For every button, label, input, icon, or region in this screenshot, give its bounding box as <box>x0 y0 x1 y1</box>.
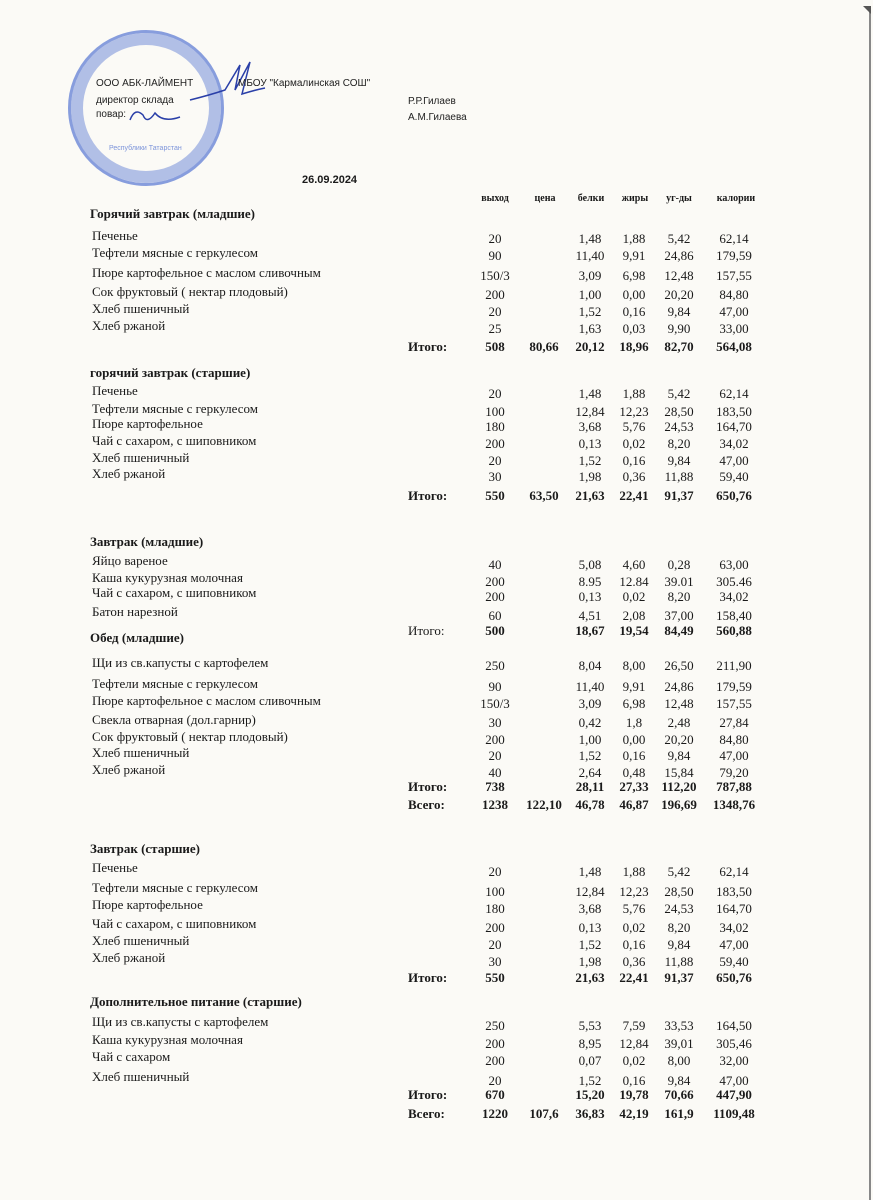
kcal-value: 164,50 <box>716 1018 752 1033</box>
fat-value: 0,02 <box>622 436 646 451</box>
portion-value: 200 <box>485 287 505 302</box>
fat-value: 0,16 <box>622 453 646 468</box>
portion-value: 20 <box>488 231 502 246</box>
fat-value: 2,08 <box>622 608 646 623</box>
subtotal-protein: 21,63 <box>575 970 605 985</box>
protein-value: 8,04 <box>578 658 602 673</box>
kcal-value: 47,00 <box>719 1073 749 1088</box>
menu-item-name: Тефтели мясные с геркулесом <box>92 880 258 895</box>
menu-item-name: Тефтели мясные с геркулесом <box>92 676 258 691</box>
kcal-value: 34,02 <box>719 920 749 935</box>
subtotal-portion: 738 <box>485 779 505 794</box>
carbs-value: 24,53 <box>664 419 694 434</box>
carbs-value: 37,00 <box>664 608 694 623</box>
grand-total-label: Всего: <box>408 1106 445 1121</box>
subtotal-carbs: 82,70 <box>664 339 694 354</box>
protein-value: 11,40 <box>575 679 605 694</box>
kcal-value: 305.46 <box>716 574 752 589</box>
portion-value: 200 <box>485 589 505 604</box>
carbs-value: 5,42 <box>667 231 691 246</box>
menu-item-name: Пюре картофельное с маслом сливочным <box>92 265 321 280</box>
subtotal-price: 63,50 <box>529 488 559 503</box>
section-title: Дополнительное питание (старшие) <box>90 994 302 1009</box>
menu-item-name: Тефтели мясные с геркулесом <box>92 401 258 416</box>
protein-value: 1,98 <box>578 954 602 969</box>
carbs-value: 15,84 <box>664 765 694 780</box>
portion-value: 200 <box>485 1036 505 1051</box>
menu-item-name: Чай с сахаром, с шиповником <box>92 585 257 600</box>
protein-value: 1,63 <box>578 321 602 336</box>
fat-value: 0,48 <box>622 765 646 780</box>
carbs-value: 20,20 <box>664 732 694 747</box>
carbs-value: 9,84 <box>667 453 691 468</box>
section-title: Завтрак (младшие) <box>90 534 204 549</box>
subtotal-carbs: 91,37 <box>664 970 694 985</box>
subtotal-carbs: 84,49 <box>664 623 694 638</box>
kcal-value: 47,00 <box>719 748 749 763</box>
fat-value: 1,88 <box>622 864 646 879</box>
subtotal-fat: 22,41 <box>619 970 649 985</box>
subtotal-kcal: 650,76 <box>716 970 752 985</box>
protein-value: 1,98 <box>578 469 602 484</box>
menu-item-name: Свекла отварная (дол.гарнир) <box>92 712 256 727</box>
protein-value: 0,13 <box>578 920 602 935</box>
cook-role: повар: <box>96 109 127 120</box>
kcal-value: 183,50 <box>716 884 752 899</box>
protein-value: 5,08 <box>578 557 602 572</box>
carbs-value: 24,86 <box>664 679 694 694</box>
kcal-value: 157,55 <box>716 696 752 711</box>
protein-value: 0,13 <box>578 436 602 451</box>
fat-value: 0,02 <box>622 1053 646 1068</box>
fat-value: 5,76 <box>622 419 646 434</box>
carbs-value: 28,50 <box>664 404 694 419</box>
portion-value: 200 <box>485 1053 505 1068</box>
protein-value: 8,95 <box>578 1036 602 1051</box>
menu-item-name: Хлеб ржаной <box>92 762 166 777</box>
menu-item-name: Щи из св.капусты с картофелем <box>92 1014 269 1029</box>
menu-item-name: Сок фруктовый ( нектар плодовый) <box>92 284 288 299</box>
subtotal-label: Итого: <box>408 1087 448 1102</box>
subtotal-fat: 19,78 <box>619 1087 649 1102</box>
grand-total-label: Всего: <box>408 797 445 812</box>
cook-signature-icon <box>125 105 185 130</box>
kcal-value: 63,00 <box>719 557 749 572</box>
menu-item-name: Чай с сахаром, с шиповником <box>92 433 257 448</box>
menu-item-name: Хлеб пшеничный <box>92 1069 190 1084</box>
subtotal-portion: 550 <box>485 488 505 503</box>
menu-item-name: Батон нарезной <box>92 604 178 619</box>
protein-value: 1,52 <box>578 304 602 319</box>
kcal-value: 27,84 <box>719 715 749 730</box>
grand-total-portion: 1220 <box>482 1106 508 1121</box>
carbs-value: 28,50 <box>664 884 694 899</box>
fat-value: 1,8 <box>625 715 643 730</box>
kcal-value: 62,14 <box>719 231 749 246</box>
protein-value: 0,07 <box>578 1053 602 1068</box>
menu-item-name: Пюре картофельное <box>92 897 203 912</box>
menu-item-name: Печенье <box>92 860 138 875</box>
subtotal-portion: 508 <box>485 339 505 354</box>
fat-value: 0,16 <box>622 1073 646 1088</box>
menu-item-name: Тефтели мясные с геркулесом <box>92 245 258 260</box>
menu-item-name: Пюре картофельное с маслом сливочным <box>92 693 321 708</box>
carbs-value: 9,84 <box>667 304 691 319</box>
fat-value: 0,00 <box>622 732 646 747</box>
protein-value: 12,84 <box>575 404 605 419</box>
fat-value: 1,88 <box>622 231 646 246</box>
grand-total-protein: 46,78 <box>575 797 605 812</box>
subtotal-portion: 670 <box>485 1087 505 1102</box>
portion-value: 150/3 <box>480 268 510 283</box>
subtotal-carbs: 70,66 <box>664 1087 694 1102</box>
fat-value: 0,02 <box>622 920 646 935</box>
carbs-value: 24,53 <box>664 901 694 916</box>
protein-value: 3,09 <box>578 268 602 283</box>
portion-value: 40 <box>488 765 502 780</box>
fat-value: 0,03 <box>622 321 646 336</box>
subtotal-protein: 20,12 <box>575 339 605 354</box>
protein-value: 1,52 <box>578 937 602 952</box>
protein-value: 1,00 <box>578 732 602 747</box>
fat-value: 12.84 <box>619 574 649 589</box>
subtotal-kcal: 564,08 <box>716 339 752 354</box>
portion-value: 20 <box>488 304 502 319</box>
protein-value: 8.95 <box>578 574 602 589</box>
subtotal-portion: 550 <box>485 970 505 985</box>
kcal-value: 34,02 <box>719 436 749 451</box>
subtotal-protein: 15,20 <box>575 1087 605 1102</box>
kcal-value: 157,55 <box>716 268 752 283</box>
carbs-value: 0,28 <box>667 557 691 572</box>
subtotal-fat: 18,96 <box>619 339 649 354</box>
carbs-value: 26,50 <box>664 658 694 673</box>
fat-value: 0,16 <box>622 937 646 952</box>
grand-total-fat: 46,87 <box>619 797 649 812</box>
signer-director: Р.Р.Гилаев <box>408 96 456 107</box>
col-header-carbs: уг-ды <box>666 193 692 204</box>
carbs-value: 5,42 <box>667 386 691 401</box>
portion-value: 100 <box>485 884 505 899</box>
col-header-out: выход <box>481 193 509 204</box>
portion-value: 180 <box>485 901 505 916</box>
kcal-value: 164,70 <box>716 901 752 916</box>
carbs-value: 24,86 <box>664 248 694 263</box>
protein-value: 11,40 <box>575 248 605 263</box>
portion-value: 250 <box>485 658 505 673</box>
subtotal-kcal: 447,90 <box>716 1087 752 1102</box>
menu-item-name: Пюре картофельное <box>92 416 203 431</box>
carbs-value: 9,84 <box>667 1073 691 1088</box>
col-header-protein: белки <box>577 193 605 204</box>
portion-value: 40 <box>488 557 502 572</box>
subtotal-fat: 19,54 <box>619 623 649 638</box>
portion-value: 250 <box>485 1018 505 1033</box>
section-title: горячий завтрак (старшие) <box>90 365 251 380</box>
protein-value: 1,00 <box>578 287 602 302</box>
carbs-value: 11,88 <box>664 954 694 969</box>
grand-total-fat: 42,19 <box>619 1106 649 1121</box>
fat-value: 0,00 <box>622 287 646 302</box>
subtotal-protein: 18,67 <box>575 623 605 638</box>
menu-item-name: Печенье <box>92 228 138 243</box>
school-name: МБОУ "Кармалинская СОШ" <box>238 78 371 89</box>
kcal-value: 305,46 <box>716 1036 752 1051</box>
portion-value: 20 <box>488 386 502 401</box>
carbs-value: 20,20 <box>664 287 694 302</box>
protein-value: 3,09 <box>578 696 602 711</box>
supplier-role: директор склада <box>96 95 174 106</box>
portion-value: 150/3 <box>480 696 510 711</box>
menu-date: 26.09.2024 <box>302 174 358 186</box>
subtotal-kcal: 787,88 <box>716 779 752 794</box>
grand-total-portion: 1238 <box>482 797 508 812</box>
carbs-value: 12,48 <box>664 268 694 283</box>
page-corner-fold <box>863 6 871 14</box>
kcal-value: 59,40 <box>719 469 749 484</box>
grand-total-kcal: 1109,48 <box>713 1106 755 1121</box>
kcal-value: 183,50 <box>716 404 752 419</box>
grand-total-carbs: 196,69 <box>661 797 697 812</box>
subtotal-kcal: 650,76 <box>716 488 752 503</box>
portion-value: 20 <box>488 937 502 952</box>
kcal-value: 179,59 <box>716 679 752 694</box>
carbs-value: 11,88 <box>664 469 694 484</box>
fat-value: 0,36 <box>622 469 646 484</box>
kcal-value: 47,00 <box>719 453 749 468</box>
protein-value: 3,68 <box>578 419 602 434</box>
section-title: Обед (младшие) <box>90 630 184 645</box>
subtotal-kcal: 560,88 <box>716 623 752 638</box>
protein-value: 0,13 <box>578 589 602 604</box>
grand-total-price: 107,6 <box>529 1106 559 1121</box>
portion-value: 100 <box>485 404 505 419</box>
carbs-value: 9,84 <box>667 937 691 952</box>
kcal-value: 47,00 <box>719 937 749 952</box>
carbs-value: 33,53 <box>664 1018 694 1033</box>
fat-value: 1,88 <box>622 386 646 401</box>
fat-value: 9,91 <box>622 679 646 694</box>
subtotal-fat: 22,41 <box>619 488 649 503</box>
portion-value: 30 <box>488 715 502 730</box>
fat-value: 12,23 <box>619 404 649 419</box>
carbs-value: 8,00 <box>667 1053 691 1068</box>
fat-value: 0,36 <box>622 954 646 969</box>
kcal-value: 47,00 <box>719 304 749 319</box>
fat-value: 6,98 <box>622 696 646 711</box>
menu-item-name: Каша кукурузная молочная <box>92 1032 243 1047</box>
portion-value: 90 <box>488 248 502 263</box>
menu-item-name: Чай с сахаром <box>92 1049 171 1064</box>
portion-value: 200 <box>485 574 505 589</box>
portion-value: 30 <box>488 469 502 484</box>
menu-item-name: Хлеб ржаной <box>92 466 166 481</box>
subtotal-label: Итого: <box>408 488 448 503</box>
portion-value: 20 <box>488 1073 502 1088</box>
grand-total-price: 122,10 <box>526 797 562 812</box>
carbs-value: 5,42 <box>667 864 691 879</box>
fat-value: 12,84 <box>619 1036 649 1051</box>
kcal-value: 179,59 <box>716 248 752 263</box>
portion-value: 20 <box>488 748 502 763</box>
menu-item-name: Печенье <box>92 383 138 398</box>
protein-value: 1,52 <box>578 748 602 763</box>
fat-value: 7,59 <box>622 1018 646 1033</box>
col-header-kcal: калории <box>716 193 756 204</box>
subtotal-label: Итого: <box>408 623 445 638</box>
fat-value: 5,76 <box>622 901 646 916</box>
fat-value: 4,60 <box>622 557 646 572</box>
menu-item-name: Хлеб пшеничный <box>92 450 190 465</box>
kcal-value: 34,02 <box>719 589 749 604</box>
menu-item-name: Сок фруктовый ( нектар плодовый) <box>92 729 288 744</box>
fat-value: 0,16 <box>622 304 646 319</box>
protein-value: 1,48 <box>578 864 602 879</box>
section-title: Горячий завтрак (младшие) <box>90 206 256 221</box>
portion-value: 30 <box>488 954 502 969</box>
kcal-value: 33,00 <box>719 321 749 336</box>
grand-total-carbs: 161,9 <box>664 1106 694 1121</box>
protein-value: 4,51 <box>578 608 602 623</box>
subtotal-protein: 21,63 <box>575 488 605 503</box>
kcal-value: 62,14 <box>719 864 749 879</box>
menu-item-name: Хлеб ржаной <box>92 318 166 333</box>
portion-value: 20 <box>488 453 502 468</box>
menu-item-name: Хлеб пшеничный <box>92 301 190 316</box>
portion-value: 200 <box>485 732 505 747</box>
portion-value: 20 <box>488 864 502 879</box>
protein-value: 2,64 <box>578 765 602 780</box>
subtotal-carbs: 91,37 <box>664 488 694 503</box>
fat-value: 9,91 <box>622 248 646 263</box>
protein-value: 12,84 <box>575 884 605 899</box>
grand-total-kcal: 1348,76 <box>712 797 756 812</box>
col-header-price: цена <box>534 193 556 204</box>
kcal-value: 84,80 <box>719 287 749 302</box>
fat-value: 0,16 <box>622 748 646 763</box>
portion-value: 90 <box>488 679 502 694</box>
fat-value: 12,23 <box>619 884 649 899</box>
carbs-value: 2,48 <box>667 715 691 730</box>
protein-value: 1,52 <box>578 453 602 468</box>
kcal-value: 79,20 <box>719 765 749 780</box>
kcal-value: 84,80 <box>719 732 749 747</box>
carbs-value: 39,01 <box>664 1036 694 1051</box>
col-header-fat: жиры <box>621 193 649 204</box>
protein-value: 5,53 <box>578 1018 602 1033</box>
kcal-value: 32,00 <box>719 1053 749 1068</box>
portion-value: 60 <box>488 608 502 623</box>
carbs-value: 9,90 <box>667 321 691 336</box>
subtotal-label: Итого: <box>408 339 448 354</box>
menu-item-name: Щи из св.капусты с картофелем <box>92 655 269 670</box>
subtotal-protein: 28,11 <box>575 779 605 794</box>
carbs-value: 8,20 <box>667 589 691 604</box>
supplier-org: ООО АБК-ЛАЙМЕНТ <box>96 78 194 89</box>
menu-item-name: Чай с сахаром, с шиповником <box>92 916 257 931</box>
carbs-value: 9,84 <box>667 748 691 763</box>
subtotal-label: Итого: <box>408 779 448 794</box>
subtotal-carbs: 112,20 <box>661 779 697 794</box>
kcal-value: 59,40 <box>719 954 749 969</box>
protein-value: 3,68 <box>578 901 602 916</box>
portion-value: 200 <box>485 436 505 451</box>
carbs-value: 8,20 <box>667 920 691 935</box>
subtotal-fat: 27,33 <box>619 779 649 794</box>
subtotal-label: Итого: <box>408 970 448 985</box>
menu-item-name: Хлеб пшеничный <box>92 745 190 760</box>
protein-value: 1,48 <box>578 386 602 401</box>
fat-value: 0,02 <box>622 589 646 604</box>
fat-value: 6,98 <box>622 268 646 283</box>
portion-value: 25 <box>488 321 502 336</box>
portion-value: 200 <box>485 920 505 935</box>
protein-value: 1,52 <box>578 1073 602 1088</box>
carbs-value: 39.01 <box>664 574 694 589</box>
menu-item-name: Хлеб пшеничный <box>92 933 190 948</box>
carbs-value: 8,20 <box>667 436 691 451</box>
page-edge <box>861 6 871 1200</box>
subtotal-price: 80,66 <box>529 339 559 354</box>
menu-item-name: Яйцо вареное <box>92 553 168 568</box>
kcal-value: 164,70 <box>716 419 752 434</box>
signature-icon <box>180 60 270 120</box>
signer-cook: А.М.Гилаева <box>408 112 467 123</box>
portion-value: 180 <box>485 419 505 434</box>
grand-total-protein: 36,83 <box>575 1106 605 1121</box>
kcal-value: 211,90 <box>716 658 752 673</box>
carbs-value: 12,48 <box>664 696 694 711</box>
protein-value: 1,48 <box>578 231 602 246</box>
kcal-value: 158,40 <box>716 608 752 623</box>
protein-value: 0,42 <box>578 715 602 730</box>
kcal-value: 62,14 <box>719 386 749 401</box>
menu-item-name: Хлеб ржаной <box>92 950 166 965</box>
stamp-text: Республики Татарстан <box>109 145 182 152</box>
fat-value: 8,00 <box>622 658 646 673</box>
subtotal-portion: 500 <box>485 623 505 638</box>
menu-item-name: Каша кукурузная молочная <box>92 570 243 585</box>
section-title: Завтрак (старшие) <box>90 841 201 856</box>
